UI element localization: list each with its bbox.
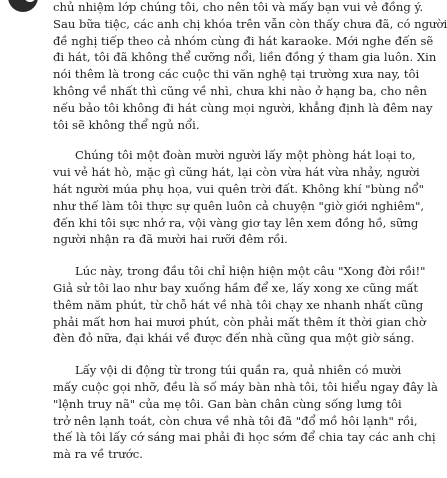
page-corner-ornament <box>8 0 38 12</box>
text-line: phải mất hơn hai mươi phút, còn phải mất thêm ít thời gian chờ <box>53 314 426 329</box>
paragraph <box>53 147 425 248</box>
text-line: đến khi tôi sực nhớ ra, vội vàng giơ tay lên xem đồng hồ, sững <box>53 215 419 230</box>
text-line: thế là tôi lấy cớ sáng mai phải đi học sớm để chia tay các anh chị <box>53 430 436 445</box>
text-line: đi hát, tôi đã không thể cưỡng nổi, liền đồng ý tham gia luôn. Xin <box>53 50 437 65</box>
text-line: Chúng tôi một đoàn mười người lấy một phòng hát loại to, <box>75 148 416 163</box>
text-line: mấy cuộc gọi nhỡ, đều là số máy bàn nhà tôi, tôi hiểu ngay đây là <box>53 379 438 394</box>
text-line: Lúc này, trong đầu tôi chỉ hiện hiện một câu "Xong đời rồi!" <box>75 264 426 279</box>
text-line: Sau bữa tiệc, các anh chị khóa trên vẫn còn thấy chưa đã, có người <box>53 16 447 31</box>
text-line: chủ nhiệm lớp chúng tôi, cho nên tôi và mấy bạn vui vẻ đồng ý. <box>53 0 424 14</box>
text-line: nói thêm là trong các cuộc thi văn nghệ tại trường xưa nay, tôi <box>53 67 420 82</box>
text-line: như thế làm tôi thực sự quên luôn cả chuyện "giờ giới nghiêm", <box>53 198 425 213</box>
text-line: thêm năm phút, từ chỗ hát về nhà tôi chạy xe nhanh nhất cũng <box>53 297 424 312</box>
text-line: không về nhất thì cũng về nhì, chưa khi nào ở hạng ba, cho nên <box>53 83 427 98</box>
text-line: trở nên lạnh toát, còn chưa về nhà tôi đã "đổ mồ hôi lạnh" rồi, <box>53 413 418 428</box>
paragraph <box>53 362 438 463</box>
text-line: đèn đỏ nữa, đại khái về được đến nhà cũng qua một giờ sáng. <box>53 331 415 346</box>
paragraph <box>53 0 447 133</box>
text-line: hát người múa phụ họa, vui quên trời đất. Không khí "bùng nổ" <box>53 181 424 196</box>
text-line: Lấy vội di động từ trong túi quần ra, quả nhiên có mười <box>75 363 402 378</box>
text-line: Giả sử tôi lao như bay xuống hầm để xe, lấy xong xe cũng mất <box>53 280 419 295</box>
paragraph <box>53 263 426 347</box>
text-line: vui vẻ hát hò, mặc gì cũng hát, lại còn vừa hát vừa nhảy, người <box>53 165 420 180</box>
text-line: mà ra về trước. <box>53 447 143 462</box>
text-line: tôi sẽ không thể ngủ nổi. <box>53 117 200 132</box>
text-line: người nhận ra đã mười hai rưỡi đêm rồi. <box>53 232 288 247</box>
text-line: đề nghị tiếp theo cả nhóm cùng đi hát karaoke. Mới nghe đến sẽ <box>53 33 434 48</box>
text-line: "lệnh truy nã" của mẹ tôi. Gan bàn chân cùng sống lưng tôi <box>53 396 402 411</box>
text-line: nếu bảo tôi không đi hát cùng mọi người, khẳng định là đêm nay <box>53 100 433 115</box>
body-text <box>53 0 447 478</box>
